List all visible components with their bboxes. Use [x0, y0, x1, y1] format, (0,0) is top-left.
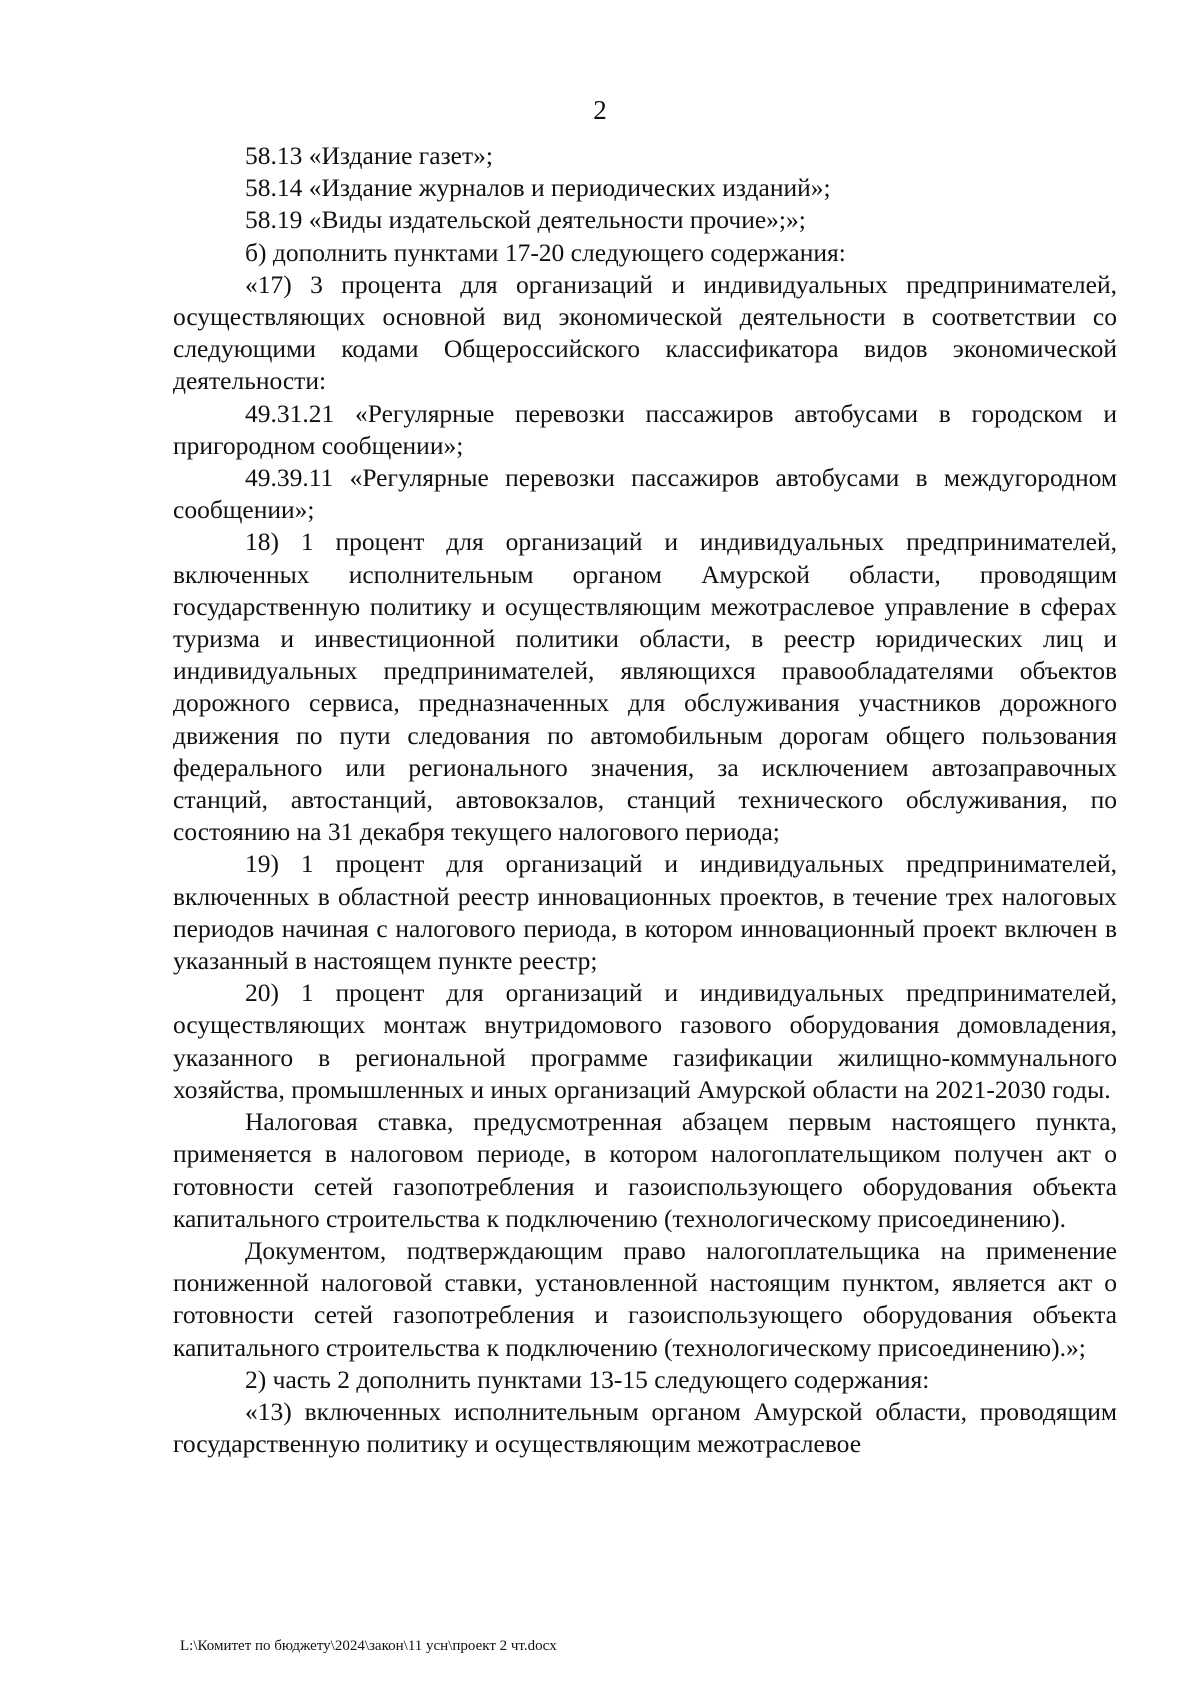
paragraph-code-58-14: 58.14 «Издание журналов и периодических изданий»;: [245, 173, 831, 203]
paragraph-subitem-b: б) дополнить пунктами 17-20 следующего содержания:: [245, 237, 846, 267]
footer-file-path: L:\Комитет по бюджету\2024\закон\11 усн\проект 2 чт.docx: [180, 1638, 557, 1654]
paragraph-code-49-31-21: 49.31.21 «Регулярные перевозки пассажиров автобусами в городском и пригородном сообщении»;: [173, 398, 1117, 460]
paragraph-item-13: «13) включенных исполнительным органом Амурской области, проводящим государственную политику и осуществляющим межотраслевое: [173, 1396, 1117, 1459]
paragraph-tax-rate-note: Налоговая ставка, предусмотренная абзацем первым настоящего пункта, применяется в налоговом периоде, в котором налогоплательщиком получен акт о готовности сетей газопотребления и газоиспользующего оборудования объекта капитального строительства к подключению (технологическому присоединению).: [173, 1107, 1117, 1233]
document-body: [173, 140, 1117, 1460]
paragraph-item-20: 20) 1 процент для организаций и индивидуальных предпринимателей, осуществляющих монтаж внутридомового газового оборудования домовладения, указанного в региональной программе газификации жилищно-коммунального хозяйства, промышленных и иных организаций Амурской области на 2021-2030 годы.: [173, 978, 1117, 1104]
paragraph-code-58-13: 58.13 «Издание газет»;: [245, 141, 493, 170]
paragraph-code-58-19: 58.19 «Виды издательской деятельности прочие»;»;: [245, 205, 806, 235]
page-number: 2: [593, 95, 607, 125]
paragraph-part-2: 2) часть 2 дополнить пунктами 13-15 следующего содержания:: [245, 1364, 930, 1394]
paragraph-item-17: «17) 3 процента для организаций и индивидуальных предпринимателей, осуществляющих основной вид экономической деятельности в соответствии со следующими кодами Общероссийского классификатора видов экономической деятельности:: [173, 269, 1117, 396]
paragraph-item-18: 18) 1 процент для организаций и индивидуальных предпринимателей, включенных исполнительным органом Амурской области, проводящим государственную политику и осуществляющим межотраслевое управление в сферах туризма и инвестиционной политики области, в реестр юридических лиц и индивидуальных предпринимателей, являющихся правообладателями объектов дорожного сервиса, предназначенных для обслуживания участников дорожного движения по пути следования по автомобильным дорогам общего пользования федерального или регионального значения, за исключением автозаправочных станций, автостанций, автовокзалов, станций технического обслуживания, по состоянию на 31 декабря текущего налогового периода;: [173, 527, 1117, 847]
paragraph-confirming-document: Документом, подтверждающим право налогоплательщика на применение пониженной налоговой ставки, установленной настоящим пунктом, является акт о готовности сетей газопотребления и газоиспользующего оборудования объекта капитального строительства к подключению (технологическому присоединению).»;: [173, 1235, 1117, 1362]
paragraph-code-49-39-11: 49.39.11 «Регулярные перевозки пассажиров автобусами в междугородном сообщении»;: [173, 463, 1117, 525]
paragraph-item-19: 19) 1 процент для организаций и индивидуальных предпринимателей, включенных в областной реестр инновационных проектов, в течение трех налоговых периодов начиная с налогового периода, в котором инновационный проект включен в указанный в настоящем пункте реестр;: [173, 849, 1117, 976]
